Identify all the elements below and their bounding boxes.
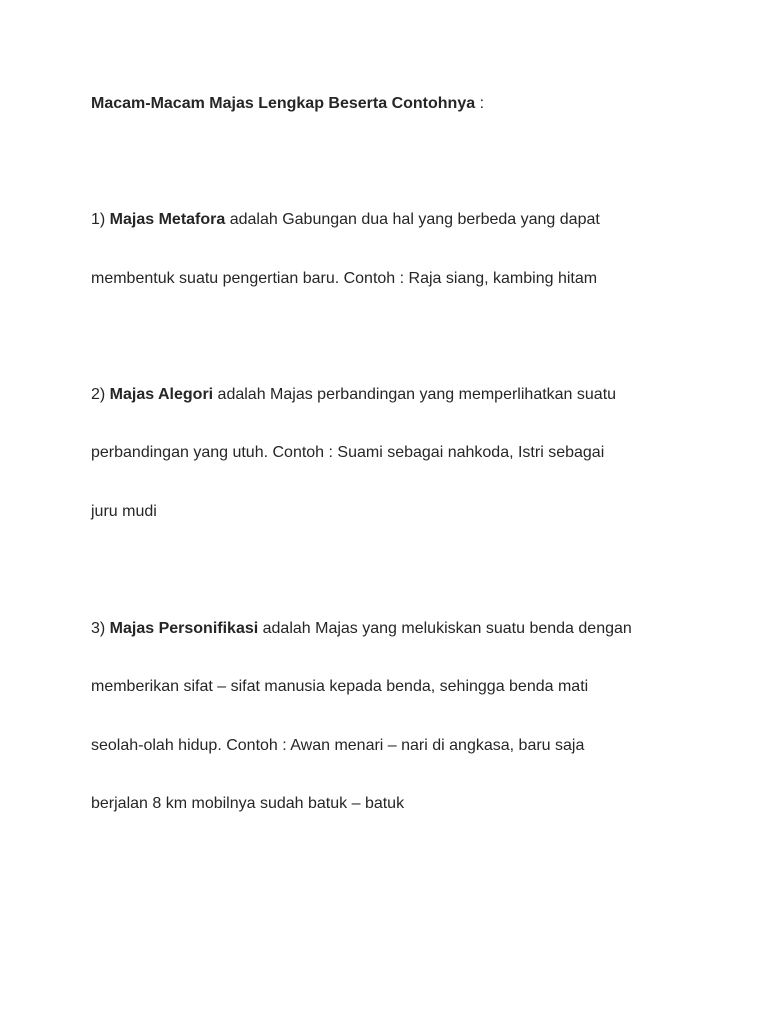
- item-3-line-3: seolah-olah hidup. Contoh : Awan menari – nari di angkasa, baru saja: [91, 737, 585, 754]
- item-2-text: adalah Majas perbandingan yang memperlihatkan suatu: [213, 386, 617, 403]
- item-2-line-1: [91, 385, 616, 405]
- item-2-line-2: perbandingan yang utuh. Contoh : Suami sebagai nahkoda, Istri sebagai: [91, 444, 605, 461]
- item-3-text: adalah Majas yang melukiskan suatu benda dengan: [258, 620, 632, 637]
- item-3-line-2: memberikan sifat – sifat manusia kepada benda, sehingga benda mati: [91, 678, 589, 695]
- item-2-term: Majas Alegori: [109, 386, 214, 403]
- item-2-line-3: juru mudi: [91, 503, 157, 520]
- document-title-colon: :: [475, 95, 485, 112]
- item-3-line-4: berjalan 8 km mobilnya sudah batuk – batuk: [91, 795, 405, 812]
- item-1-line-2: membentuk suatu pengertian baru. Contoh : Raja siang, kambing hitam: [91, 270, 598, 287]
- document-title: [91, 94, 484, 114]
- item-1-line-1: [91, 210, 600, 230]
- item-1-number: 1): [91, 211, 110, 228]
- item-2-number: 2): [91, 386, 110, 403]
- document-title-bold: Macam-Macam Majas Lengkap Beserta Contohnya: [91, 95, 476, 112]
- item-1-term: Majas Metafora: [109, 211, 226, 228]
- item-3-line-1: [91, 619, 632, 639]
- item-1-text: adalah Gabungan dua hal yang berbeda yang dapat: [225, 211, 600, 228]
- item-3-number: 3): [91, 620, 110, 637]
- item-3-term: Majas Personifikasi: [109, 620, 259, 637]
